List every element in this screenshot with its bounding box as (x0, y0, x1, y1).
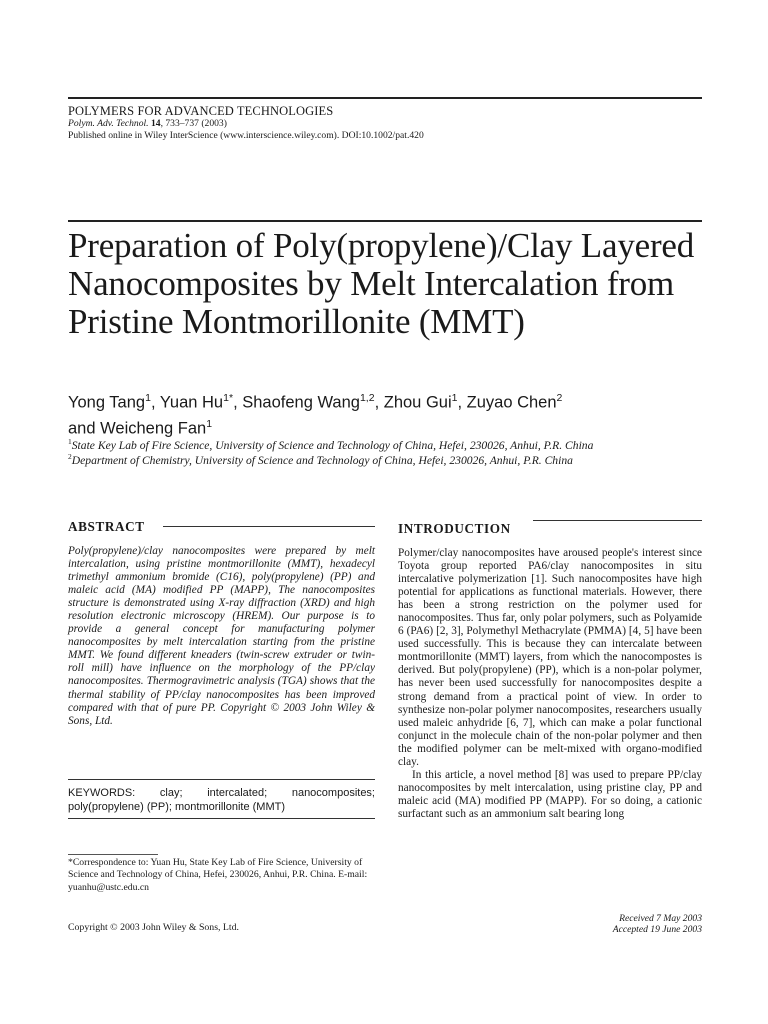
received-date: Received 7 May 2003 (619, 913, 702, 924)
author-list: Yong Tang$^1$, Yuan $Hu^{1*}$, Shaofeng Wang$^{1,2}$, Zhou Gui$^1$, Zuyao Chen$^2$ and Weicheng Fan$^1$ (68, 392, 563, 437)
published-online: Published online in Wiley InterScience (www.interscience.wiley.com). DOI:10.1002/pat.420 (68, 130, 424, 141)
abstract-heading-rule (163, 526, 375, 527)
article-title: Preparation of Poly(propylene)/Clay Layered Nanocomposites by Melt Intercalation from Pristine Montmorillonite (MMT) (68, 226, 695, 341)
abstract-heading (68, 519, 375, 535)
author-name: Shaofeng Wang (242, 393, 360, 412)
header-top-rule (68, 97, 702, 99)
introduction-heading (398, 521, 702, 537)
abstract-heading-text: ABSTRACT (68, 519, 145, 534)
correspondence-footnote: *Correspondence to: Yuan Hu, State Key Lab of Fire Science, University of Science and Technology of China, Hefei, 230026, Anhui, P.R. China. E-mail: yuanhu@ustc.edu.cn (68, 857, 368, 893)
author-affiliation-mark: 1,2 (359, 392, 375, 404)
affiliation-2 (68, 452, 708, 467)
author-connector: and (68, 419, 96, 437)
citation-line (68, 118, 227, 129)
author-affiliation-mark: 1 (145, 392, 151, 404)
keywords-text: clay; intercalated; nanocomposites; poly(propylene) (PP); montmorillonite (MMT) (68, 787, 375, 813)
introduction-paragraph: In this article, a novel method [8] was used to prepare PP/clay nanocomposites by melt intercalation, using pristine clay, PP and maleic acid (MA) modified PP (MAPP). For so doing, a cationic surfactant such as an ammonium salt bearing long (398, 768, 702, 820)
author-affiliation-mark: 1 (451, 392, 458, 404)
author-name: Weicheng Fan (100, 419, 207, 437)
citation-pages: , 733–737 (2003) (160, 118, 227, 129)
affiliation-text: State Key Lab of Fire Science, University of Science and Technology of China, Hefei, 230026, Anhui, P.R. China (71, 438, 594, 452)
author-affiliation-mark: 2 (556, 392, 563, 404)
citation-volume: 14 (150, 118, 161, 129)
introduction-heading-rule (533, 520, 702, 521)
footnote-rule (68, 854, 158, 855)
author-name: Zuyao Chen (466, 393, 557, 412)
journal-name: POLYMERS FOR ADVANCED TECHNOLOGIES (68, 104, 334, 118)
copyright-footer: Copyright © 2003 John Wiley & Sons, Ltd. (68, 922, 239, 933)
keywords-box (68, 779, 375, 819)
author-name: Yuan Hu (159, 393, 224, 412)
introduction-body (398, 547, 702, 821)
abstract-body: Poly(propylene)/clay nanocomposites were prepared by melt intercalation, using pristine montmorillonite (MMT), hexadecyl trimethyl ammonium bromide (C16), poly(propylene) (PP) and maleic acid (MA) modified PP (MAPP), The nanocomposites structure is demonstrated using X-ray diffraction (XRD) and high resolution electronic microscopy (HREM). Our purpose is to provide a general concept for manufacturing polymer nanocomposites by melt intercalation starting from the pristine MMT. We found different kneaders (twin-screw extruder or twin-roll mill) have influence on the morphology of the PP/clay nanocomposites. Thermogravimetric analysis (TGA) shows that the thermal stability of PP/clay nanocomposites has been improved compared with that of pure PP. Copyright © 2003 John Wiley & Sons, Ltd. (68, 545, 375, 727)
keywords-label: KEYWORDS: (68, 787, 136, 799)
affiliation-text: Department of Chemistry, University of Science and Technology of China, Hefei, 230026, Anhui, P.R. China (71, 453, 573, 467)
affiliation-mark: 2 (68, 452, 72, 461)
received-dates (520, 913, 702, 935)
affiliation-1 (68, 437, 708, 452)
author-affiliation-mark: 1* (223, 392, 234, 404)
affiliation-mark: 1 (68, 437, 72, 446)
title-top-rule (68, 220, 702, 222)
author-name: Yong Tang (68, 393, 146, 412)
citation-journal: Polym. Adv. Technol. (68, 118, 149, 129)
introduction-paragraph: Polymer/clay nanocomposites have aroused people's interest since Toyota group reported PA6/clay nanocomposites in situ intercalative polymerization [1]. Such nanocomposites have high potential for applications as functional materials. However, there has been a strong restriction on the polymer used for nanocomposites. Thus far, only polar polymers, such as Polyamide 6 (PA6) [2, 3], Polymethyl Methacrylate (PMMA) [4, 5] have been used successfully. This is because they can intercalate between montmorillonite (MMT) layers, from which the nanocompostes is derived. But poly(propylene) (PP), which is a non-polar polymer, has never been used successfully for nanocomposites despite a strong demand from a practical point of view. In order to synthesize non-polar polymer nanocomposites, researchers usually used maleic anhydride [6, 7], which can make a polar functional conjunct in the molecule chain of the non-polar polymer and then the modified polymer can be melt-mixed with organo-modified clay. (398, 547, 702, 768)
author-name: Zhou Gui (383, 393, 452, 412)
introduction-heading-text: INTRODUCTION (398, 521, 511, 536)
author-affiliation-mark: 1 (206, 417, 213, 430)
accepted-date: Accepted 19 June 2003 (612, 924, 702, 935)
